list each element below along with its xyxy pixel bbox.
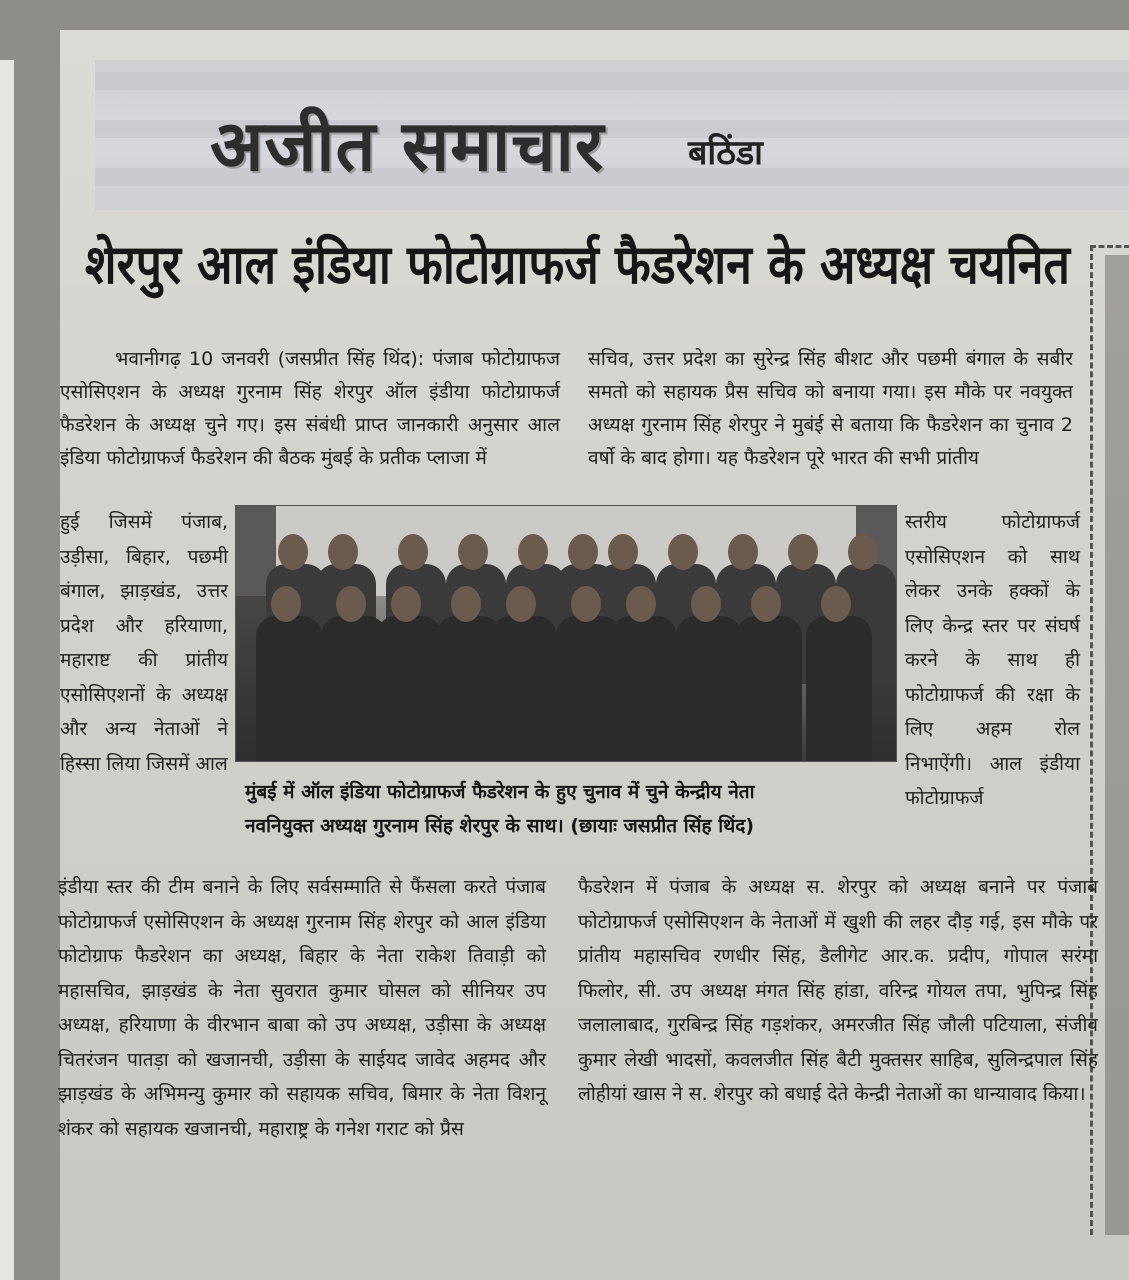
article-col1-side: हुई जिसमें पंजाब, उड़ीसा, बिहार, पछमी बंगाल, झाड़खंड, उत्तर प्रदेश और हरियाणा, महाराष्ट की प्रांतीय एसोसिएशनों के अध्यक्ष और अन्य नेताओं ने हिस्सा लिया जिसमें आल — [60, 511, 228, 775]
adjacent-article-strip — [1105, 255, 1129, 1235]
newspaper-logo: अजीत समाचार — [210, 105, 605, 187]
article-col1-bottom: इंडीया स्तर की टीम बनाने के लिए सर्वसम्माति से फैंसला करते पंजाब फोटोग्राफर्ज एसोसिएशन के अध्यक्ष गुरनाम सिंह शेरपुर को आल इंडिया फोटोग्राफ फैडरेशन का अध्यक्ष, बिहार के नेता राकेश तिवाड़ी को महासचिव, झाड़खंड के नेता सुवरात कुमार घोसल को सीनियर उप अध्यक्ष, हरियाणा के वीरभान बाबा को उप अध्यक्ष, उड़ीसा के अध्यक्ष चितरंजन पातड़ा को खजानची, उड़ीसा के साईयद जावेद अहमद और झाड़खंड के अभिमन्यु कुमार को सहायक सचिव, बिमार के नेता विशनू शंकर को सहायक खजानची, महाराष्ट्र के गनेश गराट को प्रैस — [58, 876, 546, 1140]
caption-line-1: मुंबई में ऑल इंडिया फोटोग्राफर्ज फैडरेशन के हुए चुनाव में चुने केन्द्रीय नेता — [245, 781, 755, 803]
article-col1-top: भवानीगढ़ 10 जनवरी (जसप्रीत सिंह थिंद): पंजाब फोटोग्राफज एसोसिएशन के अध्यक्ष गुरनाम सिंह शेरपुर ऑल इंडीया फोटोग्राफर्ज फैडरेशन के अध्यक्ष चुने गए। इस संबंधी प्राप्त जानकारी अनुसार आल इंडिया फोटोग्राफर्ज फैडरेशन की बैठक मुंबई के प्रतीक प्लाजा में — [60, 348, 560, 469]
group-photo — [235, 505, 897, 762]
article-col2-side: स्तरीय फोटोग्राफर्ज एसोसिएशन को साथ लेकर उनके हक्कों के लिए केन्द्र स्तर पर संघर्ष करने के साथ ही फोटोग्राफर्ज की रक्षा के लिए अहम रोल निभाऐंगी। आल इंडीया फोटोग्राफर्ज — [905, 511, 1080, 809]
article-col2-top: सचिव, उत्तर प्रदेश का सुरेन्द्र सिंह बीशट और पछमी बंगाल के सबीर समतो को सहायक प्रैस सचिव को बनाया गया। इस मौके पर नवयुक्त अध्यक्ष गुरनाम सिंह शेरपुर ने मुबंई से बताया कि फैडरेशन का चुनाव 2 वर्षो के बाद होगा। यह फैडरेशन पूरे भारत की सभी प्रांतीय — [588, 348, 1073, 469]
headline: शेरपुर आल इंडिया फोटोग्राफर्ज फैडरेशन के अध्यक्ष चयनित — [85, 233, 1070, 296]
caption-line-2: नवनियुक्त अध्यक्ष गुरनाम सिंह शेरपुर के साथ। (छायाः जसप्रीत सिंह थिंद) — [245, 815, 755, 837]
edition-label: बठिंडा — [688, 133, 763, 173]
photo-caption — [245, 775, 905, 843]
adjacent-page-edge — [0, 60, 14, 1280]
column-border-top — [1090, 245, 1129, 248]
article-col2-bottom: फैडरेशन में पंजाब के अध्यक्ष स. शेरपुर को अध्यक्ष बनाने पर पंजाब फोटोग्राफर्ज एसोसिएशन के नेताओं में खुशी की लहर दौड़ गई, इस मौके पर प्रांतीय महासचिव रणधीर सिंह, डैलीगेट आर.क. प्रदीप, गोपाल सरंमा फिलोर, सी. उप अध्यक्ष मंगत सिंह हांडा, वरिन्द्र गोयल तपा, भुपिन्द्र सिंह जलालाबाद, गुरबिन्द्र सिंह गड़शंकर, अमरजीत सिंह जौली पटियाला, संजीव कुमार लेखी भादसों, कवलजीत सिंह बैटी मुक्तसर साहिब, सुलिन्द्रपाल सिंह लोहीयां खास ने स. शेरपुर को बधाई देते केन्द्री नेताओं का धान्यावाद किया। — [578, 876, 1098, 1105]
